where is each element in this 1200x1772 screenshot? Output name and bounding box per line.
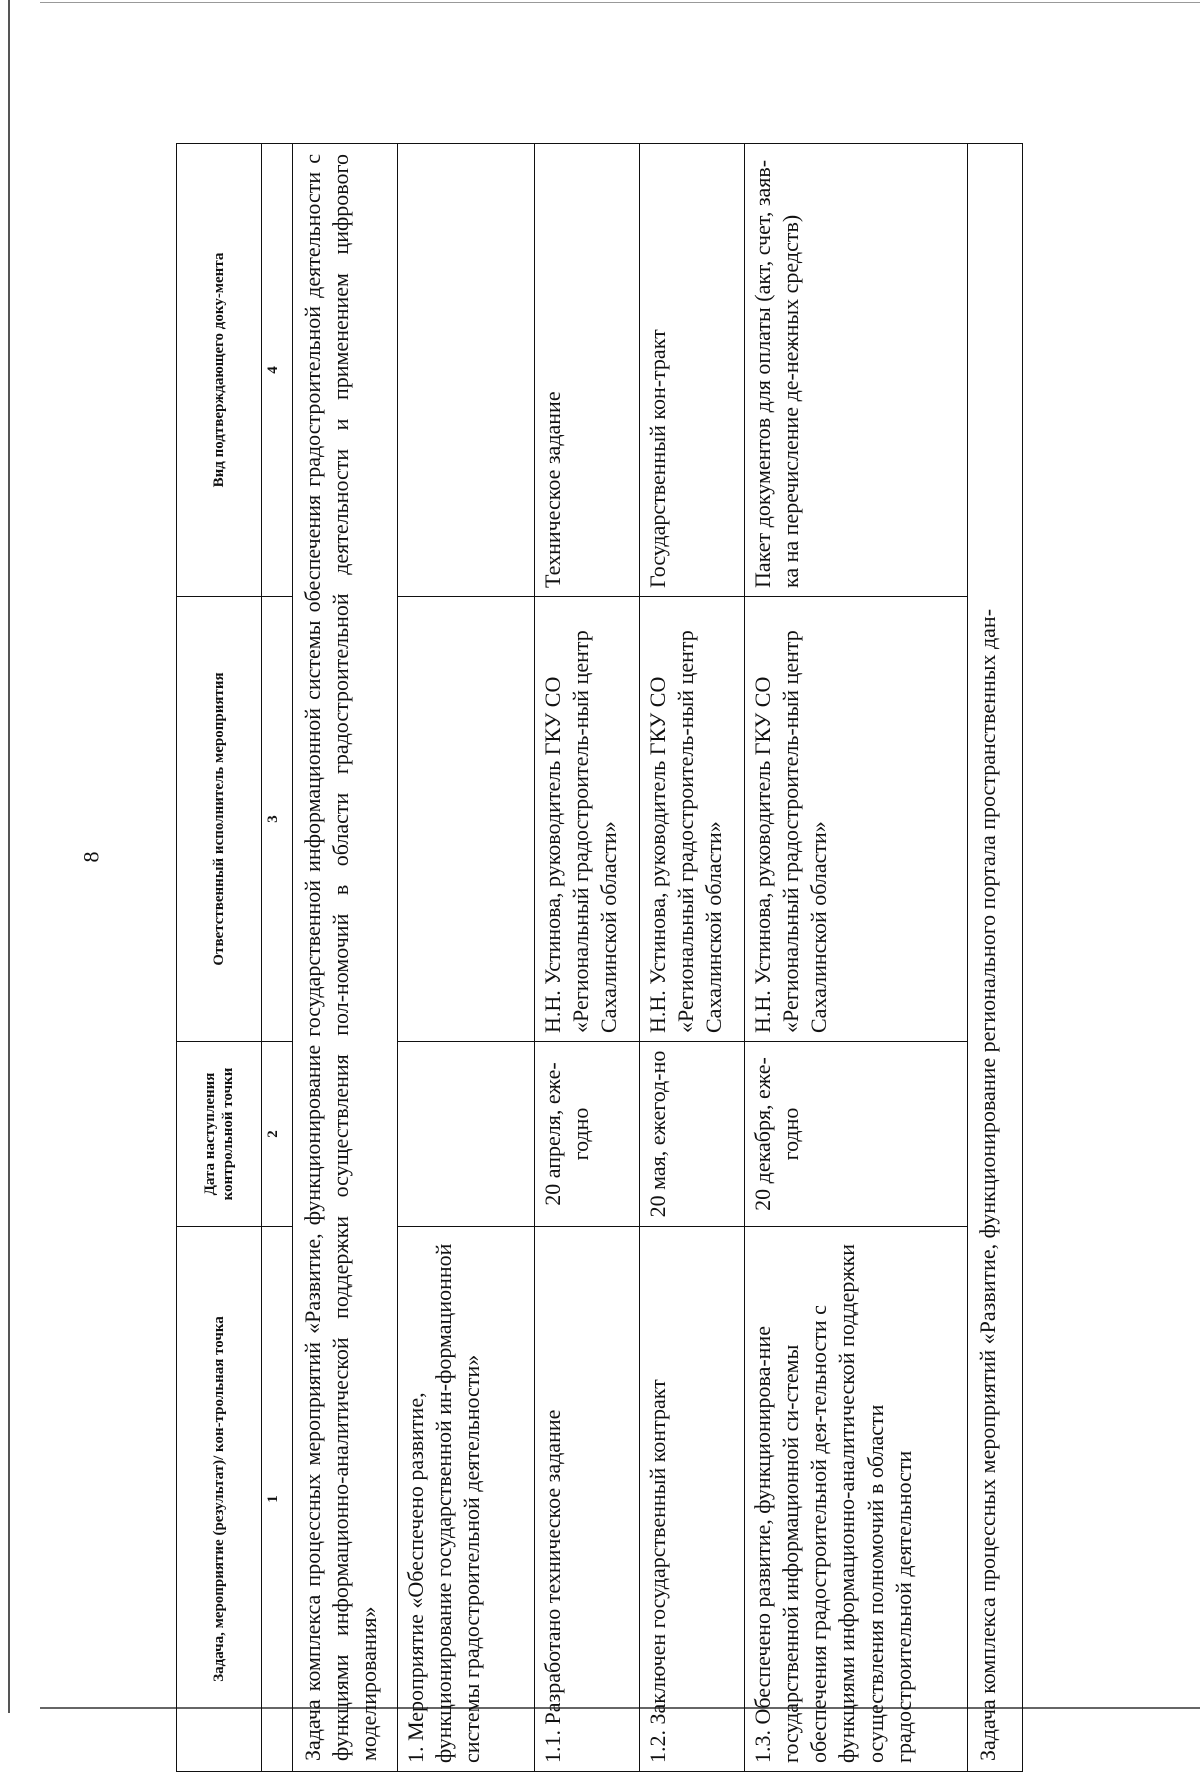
document-cell: Техническое задание <box>535 144 640 597</box>
date-cell: 20 мая, ежегод-но <box>640 1042 745 1227</box>
document-cell <box>398 144 535 597</box>
document-cell: Государственный кон-тракт <box>640 144 745 597</box>
activity-cell: 1.3. Обеспечено развитие, функционирова-ние государственной информационной си-стемы обеспечения градостроительной дея-тельности с функциями информационно-аналитической поддержки осуществления полномочий в области градостроительной деятельности <box>745 1227 968 1772</box>
table-row <box>535 144 640 1772</box>
task-description: Задача комплекса процессных мероприятий «Развитие, функционирование государственной информационной системы обеспечения градостроительной деятельности с функциями информационно-аналитической поддержки осуществления пол-номочий в области градостроительной деятельности и применением цифрового моделирования» <box>293 144 398 1772</box>
column-number: 1 <box>262 1227 293 1772</box>
activity-cell: 1.1. Разработано техническое задание <box>535 1227 640 1772</box>
task-row <box>968 144 1023 1772</box>
task-row <box>293 144 398 1772</box>
column-number: 2 <box>262 1042 293 1227</box>
column-number: 3 <box>262 597 293 1042</box>
table-row <box>398 144 535 1772</box>
activity-cell: 1.2. Заключен государственный контракт <box>640 1227 745 1772</box>
responsible-cell: Н.Н. Устинова, руководитель ГКУ СО «Региональный градостроитель-ный центр Сахалинской области» <box>745 597 968 1042</box>
responsible-cell <box>398 597 535 1042</box>
document-cell: Пакет документов для оплаты (акт, счет, заяв-ка на перечисление де-нежных средств) <box>745 144 968 597</box>
task-description: Задача комплекса процессных мероприятий «Развитие, функционирование регионального портала пространственных дан- <box>968 144 1023 1772</box>
header-date: Дата наступления контрольной точки <box>177 1042 262 1227</box>
column-number-row <box>262 144 293 1772</box>
date-cell: 20 декабря, еже-годно <box>745 1042 968 1227</box>
header-row <box>177 144 262 1772</box>
scan-edge-top <box>40 2 1200 3</box>
activity-cell: 1. Мероприятие «Обеспечено развитие, функционирование государственной ин-формационной системы градостроительной деятельности» <box>398 1227 535 1772</box>
header-document-type: Вид подтверждающего доку-мента <box>177 144 262 597</box>
page-number: 8 <box>78 851 104 863</box>
control-points-table <box>176 143 1023 1772</box>
rotated-page-content <box>176 144 1048 1772</box>
responsible-cell: Н.Н. Устинова, руководитель ГКУ СО «Региональный градостроитель-ный центр Сахалинской области» <box>535 597 640 1042</box>
table-row <box>745 144 968 1772</box>
header-responsible: Ответственный исполнитель мероприятия <box>177 597 262 1042</box>
date-cell <box>398 1042 535 1227</box>
scan-edge-left <box>8 0 10 1713</box>
header-task: Задача, мероприятие (результат)/ кон-трольная точка <box>177 1227 262 1772</box>
column-number: 4 <box>262 144 293 597</box>
responsible-cell: Н.Н. Устинова, руководитель ГКУ СО «Региональный градостроитель-ный центр Сахалинской области» <box>640 597 745 1042</box>
date-cell: 20 апреля, еже-годно <box>535 1042 640 1227</box>
table-row <box>640 144 745 1772</box>
